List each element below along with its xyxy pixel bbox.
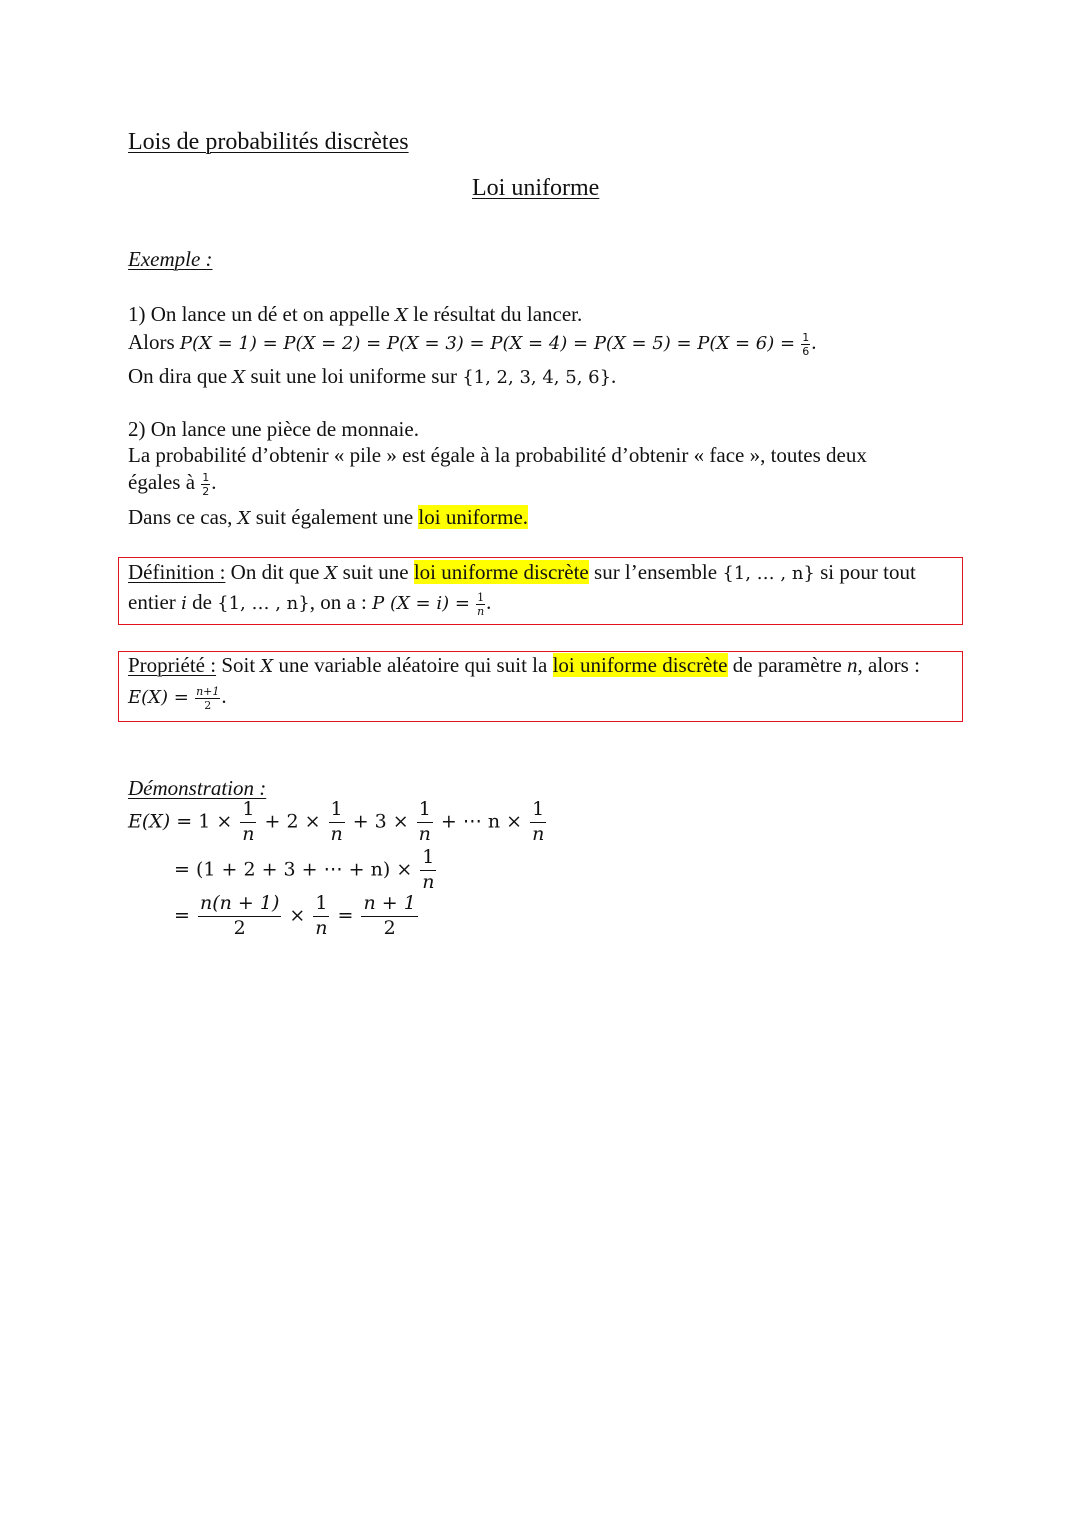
text: Alors (128, 330, 175, 354)
demonstration-heading: Démonstration : (128, 776, 267, 800)
numerator: n + 1 (361, 894, 417, 917)
text: une variable aléatoire qui suit la (278, 653, 548, 677)
var-x: X (232, 367, 246, 388)
text: entier (128, 590, 176, 614)
text: 1) On lance un dé et on appelle (128, 302, 390, 326)
times: × (289, 904, 306, 927)
numerator: 1 (329, 800, 345, 823)
sum-expression: = (1 + 2 + 3 + ⋯ + n) × (174, 858, 413, 881)
numerator: 1 (802, 330, 810, 344)
text: de paramètre (732, 653, 842, 677)
fraction-one-over-n (417, 800, 433, 845)
dot: . (611, 364, 617, 388)
text: suit également une (255, 505, 414, 529)
dot: . (486, 590, 492, 614)
example-2-line-4 (128, 505, 528, 530)
denominator: 2 (233, 916, 246, 939)
demonstration-line-1 (128, 800, 548, 845)
denominator: n (418, 822, 431, 845)
example-1-line-2 (128, 330, 817, 357)
numerator: 1 (202, 470, 210, 484)
definition-formula: P (X = i) = (372, 593, 470, 614)
fraction-one-over-n (530, 800, 546, 845)
denominator: 6 (802, 344, 810, 358)
example-2-line-3 (128, 470, 217, 497)
fraction-n-n-plus-1-over-2 (198, 894, 281, 939)
var-x: X (260, 656, 274, 677)
highlight-loi-uniforme: loi uniforme. (418, 505, 529, 529)
var-x: X (395, 305, 408, 326)
numerator: 1 (417, 800, 433, 823)
denominator: 2 (204, 698, 212, 712)
text: Dans ce cas, (128, 505, 233, 529)
property-line-1 (128, 653, 920, 678)
denominator: n (422, 870, 435, 893)
fraction-one-over-n (420, 848, 436, 893)
text: si pour tout (820, 560, 916, 584)
fraction-one-half (201, 472, 210, 497)
example-2-line-1: 2) On lance une pièce de monnaie. (128, 417, 419, 441)
set-1-n: {1, … , n} (722, 563, 815, 584)
var-x: X (324, 563, 338, 584)
var-n: n (847, 653, 858, 677)
denominator: 2 (202, 484, 210, 498)
example-2-line-2: La probabilité d’obtenir « pile » est égale à la probabilité d’obtenir « face », toutes deux (128, 443, 867, 467)
example-1-line-1 (128, 302, 582, 327)
dot: . (221, 684, 227, 708)
property-label: Propriété : (128, 653, 217, 677)
numerator: 1 (420, 848, 436, 871)
text: , on a : (309, 590, 367, 614)
definition-line-2 (128, 590, 491, 617)
definition-line-1 (128, 560, 916, 585)
text: Soit (221, 653, 256, 677)
example-1-line-3 (128, 364, 616, 389)
example-heading: Exemple : (128, 247, 213, 271)
section-title: Loi uniforme (472, 175, 600, 201)
text: suit une (342, 560, 409, 584)
numerator: 1 (530, 800, 546, 823)
denominator: n (477, 604, 485, 618)
numerator: 1 (240, 800, 256, 823)
highlight-loi-uniforme-discrete: loi uniforme discrète (552, 653, 728, 677)
text: égales à (128, 470, 196, 494)
var-x: X (237, 508, 251, 529)
expectation-formula: E(X) = (128, 687, 189, 708)
numerator: 1 (313, 894, 329, 917)
set-1-n: {1, … , n} (217, 593, 310, 614)
highlight-loi-uniforme-discrete: loi uniforme discrète (413, 560, 589, 584)
text: suit une loi uniforme sur (250, 364, 457, 388)
fraction-one-over-n (329, 800, 345, 845)
denominator: n (315, 916, 328, 939)
probability-equation: P(X = 1) = P(X = 2) = P(X = 3) = P(X = 4) = P(X = 5) = P(X = 6) = (179, 333, 796, 354)
set-1-6: {1, 2, 3, 4, 5, 6} (462, 367, 612, 388)
denominator: n (330, 822, 343, 845)
text: On dira que (128, 364, 228, 388)
equals: = (174, 904, 190, 927)
lhs: E(X) = (128, 810, 193, 833)
demonstration-line-3 (174, 894, 420, 939)
demonstration-line-2 (174, 848, 438, 893)
fraction-one-over-n (313, 894, 329, 939)
property-line-2 (128, 684, 227, 711)
definition-label: Définition : (128, 560, 226, 584)
text: , alors : (857, 653, 920, 677)
text: sur l’ensemble (594, 560, 718, 584)
fraction-one-over-n (240, 800, 256, 845)
text: de (192, 590, 212, 614)
numerator: n(n + 1) (198, 894, 281, 917)
denominator: n (532, 822, 545, 845)
denominator: 2 (383, 916, 396, 939)
var-i: i (181, 593, 187, 614)
term: + 3 × (352, 810, 409, 833)
term: + ⋯ n × (440, 810, 523, 833)
equals: = (337, 904, 354, 927)
term: + 2 × (264, 810, 321, 833)
fraction-one-over-n (476, 592, 485, 617)
term: 1 × (198, 810, 233, 833)
numerator: n+1 (196, 684, 220, 698)
dot: . (211, 470, 217, 494)
fraction-one-sixth (801, 332, 810, 357)
dot: . (811, 330, 817, 354)
denominator: n (242, 822, 255, 845)
text: On dit que (230, 560, 320, 584)
page-title: Lois de probabilités discrètes (128, 129, 409, 155)
text: le résultat du lancer. (413, 302, 583, 326)
fraction-n-plus-1-over-2 (361, 894, 417, 939)
fraction-n-plus-1-over-2 (195, 686, 220, 711)
numerator: 1 (477, 590, 485, 604)
